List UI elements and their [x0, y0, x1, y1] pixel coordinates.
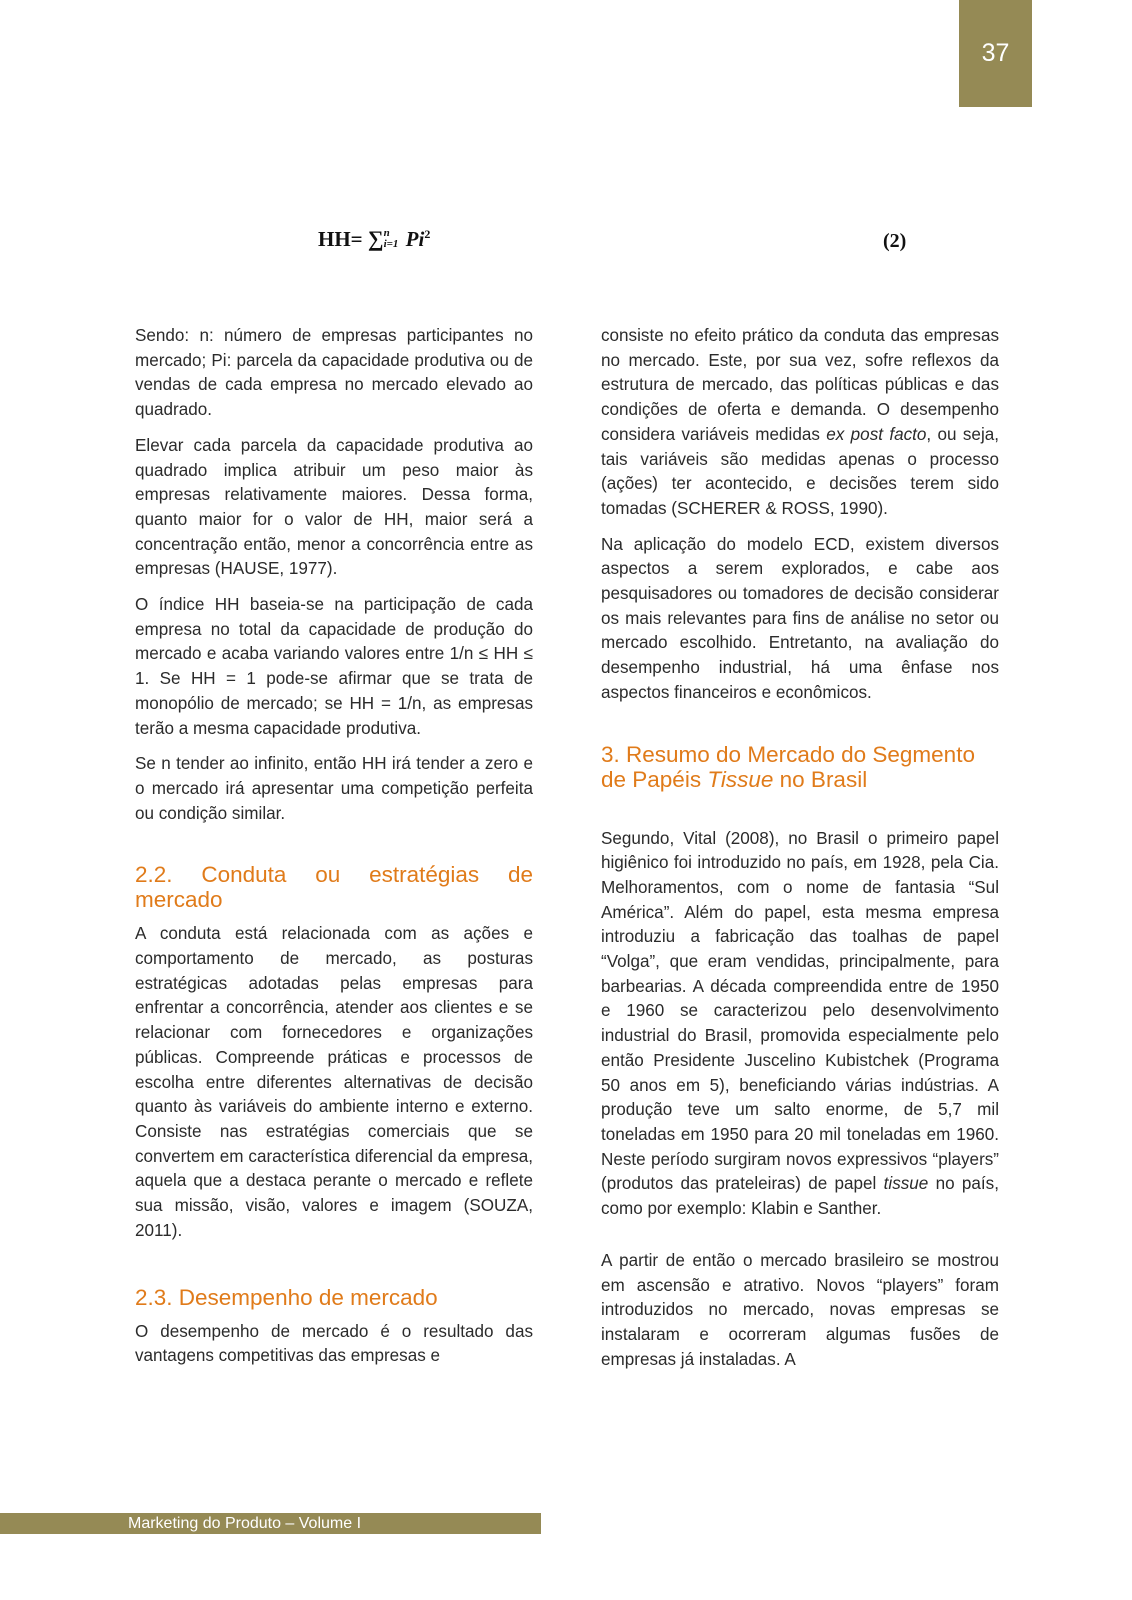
paragraph: O desempenho de mercado é o resultado das vantagens competitivas das empresas e	[135, 1321, 533, 1366]
section-heading-3	[601, 742, 999, 792]
sum-limits	[384, 228, 399, 250]
paragraph: O índice HH baseia-se na participação de cada empresa no total da capacidade de produção do mercado e acaba variando valores entre 1/n ≤ HH ≤ 1. Se HH = 1 pode-se afirmar que se trata de monopólio de mercado; se HH = 1/n, as empresas terão a mesma capacidade produtiva.	[135, 595, 533, 738]
right-column	[601, 324, 999, 1383]
paragraph: Na aplicação do modelo ECD, existem diversos aspectos a serem explorados, e cabe aos pesquisadores ou tomadores de decisão considerar os mais relevantes para fins de análise no setor ou mercado escolhido. Entretanto, na avaliação do desempenho industrial, há uma ênfase nos aspectos financeiros e econômicos.	[601, 534, 999, 702]
text-run: , ou seja, tais variáveis são medidas apenas o processo (ações) ter acontecido, e decisões terem sido tomadas (SCHERER & ROSS, 1990).	[601, 424, 999, 518]
heading-text-run: no Brasil	[773, 766, 868, 792]
section-heading-2-3: 2.3. Desempenho de mercado	[135, 1284, 438, 1310]
left-column	[135, 324, 533, 1380]
formula-term: Pi	[405, 227, 425, 251]
page-number: 37	[981, 39, 1010, 67]
text-run: Segundo, Vital (2008), no Brasil o primeiro papel higiênico foi introduzido no país, em 1928, pela Cia. Melhoramentos, com o nome de fantasia “Sul América”. Além do papel, esta mesma empresa introduziu a fabricação das toalhas de papel “Volga”, que eram vendidas, principalmente, para barbearias. A década compreendida entre de 1950 e 1960 se caracterizou pelo desenvolvimento industrial do Brasil, promovida especialmente pelo então Presidente Juscelino Kubistchek (Programa 50 anos em 5), beneficiando várias indústrias. A produção teve um salto enorme, de 5,7 mil toneladas em 1950 para 20 mil toneladas em 1960. Neste período surgiram novos expressivos “players” (produtos das prateleiras) de papel	[601, 828, 999, 1194]
page-number-tab	[959, 0, 1032, 107]
text-run: consiste no efeito prático da conduta das empresas no mercado. Este, por sua vez, sofre reflexos da estrutura de mercado, das políticas públicas e das condições de oferta e demanda. O desempenho considera variáveis medidas	[601, 326, 999, 444]
paragraph: A partir de então o mercado brasileiro se mostrou em ascensão e atrativo. Novos “players” foram introduzidos no mercado, novas empresas se instalaram e ocorreram algumas fusões de empresas já instaladas. A	[601, 1250, 999, 1369]
paragraph: Se n tender ao infinito, então HH irá tender a zero e o mercado irá apresentar uma competição perfeita ou condição similar.	[135, 754, 533, 823]
section-heading-2-2: 2.2. Conduta ou estratégias de mercado	[135, 862, 533, 913]
footer-bar	[0, 1513, 541, 1534]
heading-italic-term: Tissue	[707, 766, 774, 792]
paragraph: Sendo: n: número de empresas participantes no mercado; Pi: parcela da capacidade produtiva ou de vendas de cada empresa no mercado elevado ao quadrado.	[135, 326, 533, 420]
paragraph: Elevar cada parcela da capacidade produtiva ao quadrado implica atribuir um peso maior às empresas relativamente maiores. Dessa forma, quanto maior for o valor de HH, maior será a concentração então, menor a concorrência entre as empresas (HAUSE, 1977).	[135, 435, 533, 579]
heading-text-run: 3. Resumo do Mercado do Segmento de Papéis	[601, 741, 975, 792]
sum-upper-limit: n	[383, 227, 390, 240]
footer-text: Marketing do Produto – Volume I	[128, 1515, 362, 1532]
paragraph: A conduta está relacionada com as ações e comportamento de mercado, as posturas estratégicas adotadas pelas empresas para enfrentar a concorrência, atender aos clientes e se relacionar com fornecedores e organizações públicas. Compreende práticas e processos de escolha entre diferentes alternativas de decisão quanto às variáveis do ambiente interno e externo. Consiste nas estratégias comerciais que se convertem em característica diferencial da empresa, aquela que a destaca perante o mercado e reflete sua missão, visão, valores e imagem (SOUZA, 2011).	[135, 924, 533, 1240]
equation-number: (2)	[883, 230, 907, 252]
sum-symbol: ∑	[367, 226, 384, 251]
text-run: no país, como por exemplo: Klabin e Santher.	[601, 1174, 999, 1219]
italic-term: tissue	[883, 1174, 929, 1194]
italic-term: ex post facto	[826, 424, 927, 444]
paragraph	[601, 324, 999, 522]
hh-formula	[318, 226, 430, 252]
sum-lower-limit: i=1	[383, 238, 399, 251]
paragraph	[601, 827, 999, 1222]
formula-lhs: HH=	[318, 227, 363, 251]
formula-exponent: 2	[424, 227, 431, 241]
